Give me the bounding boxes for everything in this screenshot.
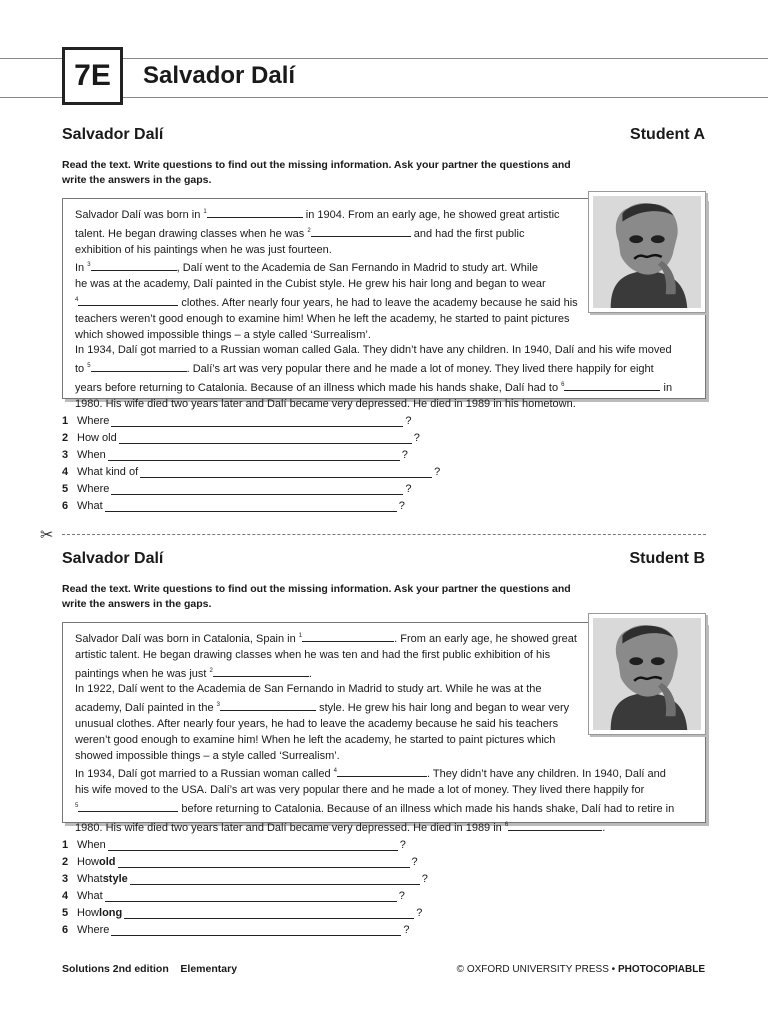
instr-line-1: Read the text. Write questions to find out the missing information. Ask your partner the questions and <box>62 583 571 595</box>
gap-1[interactable] <box>302 631 394 642</box>
gap-5[interactable] <box>78 801 178 812</box>
question-row: 5 Where ? <box>62 483 412 495</box>
question-row: 5 How long ? <box>62 907 423 919</box>
portrait-photo <box>588 613 706 735</box>
cut-line <box>62 534 706 535</box>
gap-4[interactable] <box>337 766 427 777</box>
answer-line[interactable] <box>108 451 400 461</box>
footer-book-title: Solutions 2nd edition <box>62 963 169 975</box>
footer-level: Elementary <box>180 963 238 975</box>
instr-line-1: Read the text. Write questions to find out the missing information. Ask your partner the questions and <box>62 159 571 171</box>
footer-publisher: © OXFORD UNIVERSITY PRESS <box>456 964 609 975</box>
portrait-photo <box>588 191 706 313</box>
answer-line[interactable] <box>130 875 420 885</box>
portrait-image <box>593 196 701 308</box>
gap-1[interactable] <box>207 207 303 218</box>
answer-line[interactable] <box>105 502 397 512</box>
answer-line[interactable] <box>111 926 401 936</box>
gap-3[interactable] <box>91 260 177 271</box>
question-row: 3 When ? <box>62 449 408 461</box>
page-title: Salvador Dalí <box>143 62 296 89</box>
question-row: 6 What ? <box>62 500 405 512</box>
question-row: 1 When ? <box>62 839 406 851</box>
question-row: 4 What kind of ? <box>62 466 441 478</box>
question-row: 2 How old ? <box>62 856 418 868</box>
question-row: 4 What ? <box>62 890 405 902</box>
instr-line-2: write the answers in the gaps. <box>62 598 212 610</box>
question-row: 3 What style ? <box>62 873 428 885</box>
section-b-text: Salvador Dalí was born in Catalonia, Spain in $^1$ . From an early age, he showed great artistic talent. He began drawing classes when he was ten and had the first public exhibition of his paintings when he was just $^2$ . In 1922, Dalí went to the Academia de San Fernando in Madrid to study art. While he was at the academy, Dalí painted in the $^3$ style. He grew his hair long and began to wear very unusual clothes. After nearly four years, he had to leave the academy because he said his teachers weren’t good enough to examine him! When he left the academy, he started to paint pictures which showed impossible things – a style called ‘Surrealism’. In 1934, Dalí got married to a Russian woman called $^4$ . They didn’t have any children. In 1940, Dalí and his wife moved to the USA. Dalí’s art was very popular there and he made a lot of money. They lived there happily for $^5$ before returning to Catalonia. Because of an illness which made his hands shake, Dalí had to retire in 1980. His wife died two years later and Dalí became very depressed. He died in 1989 in $^6$ . <box>62 622 706 823</box>
footer-right <box>457 964 705 975</box>
gap-4[interactable] <box>78 295 178 306</box>
section-b-student: Student B <box>629 550 705 567</box>
unit-badge: 7E <box>62 47 123 105</box>
section-b-instructions <box>62 582 622 612</box>
answer-line[interactable] <box>111 485 403 495</box>
section-a-questions <box>62 410 440 512</box>
portrait-image <box>593 618 701 730</box>
section-b-questions <box>62 834 428 936</box>
gap-2[interactable] <box>311 226 411 237</box>
answer-line[interactable] <box>140 468 432 478</box>
question-row: 2 How old ? <box>62 432 420 444</box>
answer-line[interactable] <box>118 858 410 868</box>
answer-line[interactable] <box>119 434 412 444</box>
question-row: 6 Where ? <box>62 924 410 936</box>
answer-line[interactable] <box>105 892 397 902</box>
gap-6[interactable] <box>564 380 660 391</box>
gap-2[interactable] <box>213 666 309 677</box>
section-a-title: Salvador Dalí <box>62 126 164 143</box>
scissors-icon: ✂ <box>40 527 54 544</box>
section-a-student: Student A <box>630 126 705 143</box>
answer-line[interactable] <box>111 417 403 427</box>
footer-separator: • <box>608 964 618 975</box>
footer-left <box>62 963 237 975</box>
question-row: 1 Where ? <box>62 415 412 427</box>
section-a-instructions <box>62 158 622 188</box>
answer-line[interactable] <box>124 909 414 919</box>
answer-line[interactable] <box>108 841 398 851</box>
footer-photocopiable: PHOTOCOPIABLE <box>617 964 705 975</box>
gap-5[interactable] <box>91 361 187 372</box>
instr-line-2: write the answers in the gaps. <box>62 174 212 186</box>
gap-6[interactable] <box>508 820 602 831</box>
gap-3[interactable] <box>220 700 316 711</box>
section-b-title: Salvador Dalí <box>62 550 164 567</box>
section-a-text: Salvador Dalí was born in $^1$ in 1904. From an early age, he showed great artistic talent. He began drawing classes when he was $^2$ and had the first public exhibition of his paintings when he was just fourteen. In $^3$ , Dalí went to the Academia de San Fernando in Madrid to study art. While he was at the academy, Dalí painted in the Cubist style. He grew his hair long and began to wear $^4$ clothes. After nearly four years, he had to leave the academy because he said his teachers weren’t good enough to examine him! When he left the academy, he started to paint pictures which showed impossible things – a style called ‘Surrealism’. In 1934, Dalí got married to a Russian woman called Gala. They didn’t have any children. In 1940, Dalí and his wife moved to $^5$ . Dalí’s art was very popular there and he made a lot of money. They lived there happily for eight years before returning to Catalonia. Because of an illness which made his hands shake, Dalí had to $^6$ in 1980. His wife died two years later and Dalí became very depressed. He died in 1989 in his hometown. <box>62 198 706 399</box>
